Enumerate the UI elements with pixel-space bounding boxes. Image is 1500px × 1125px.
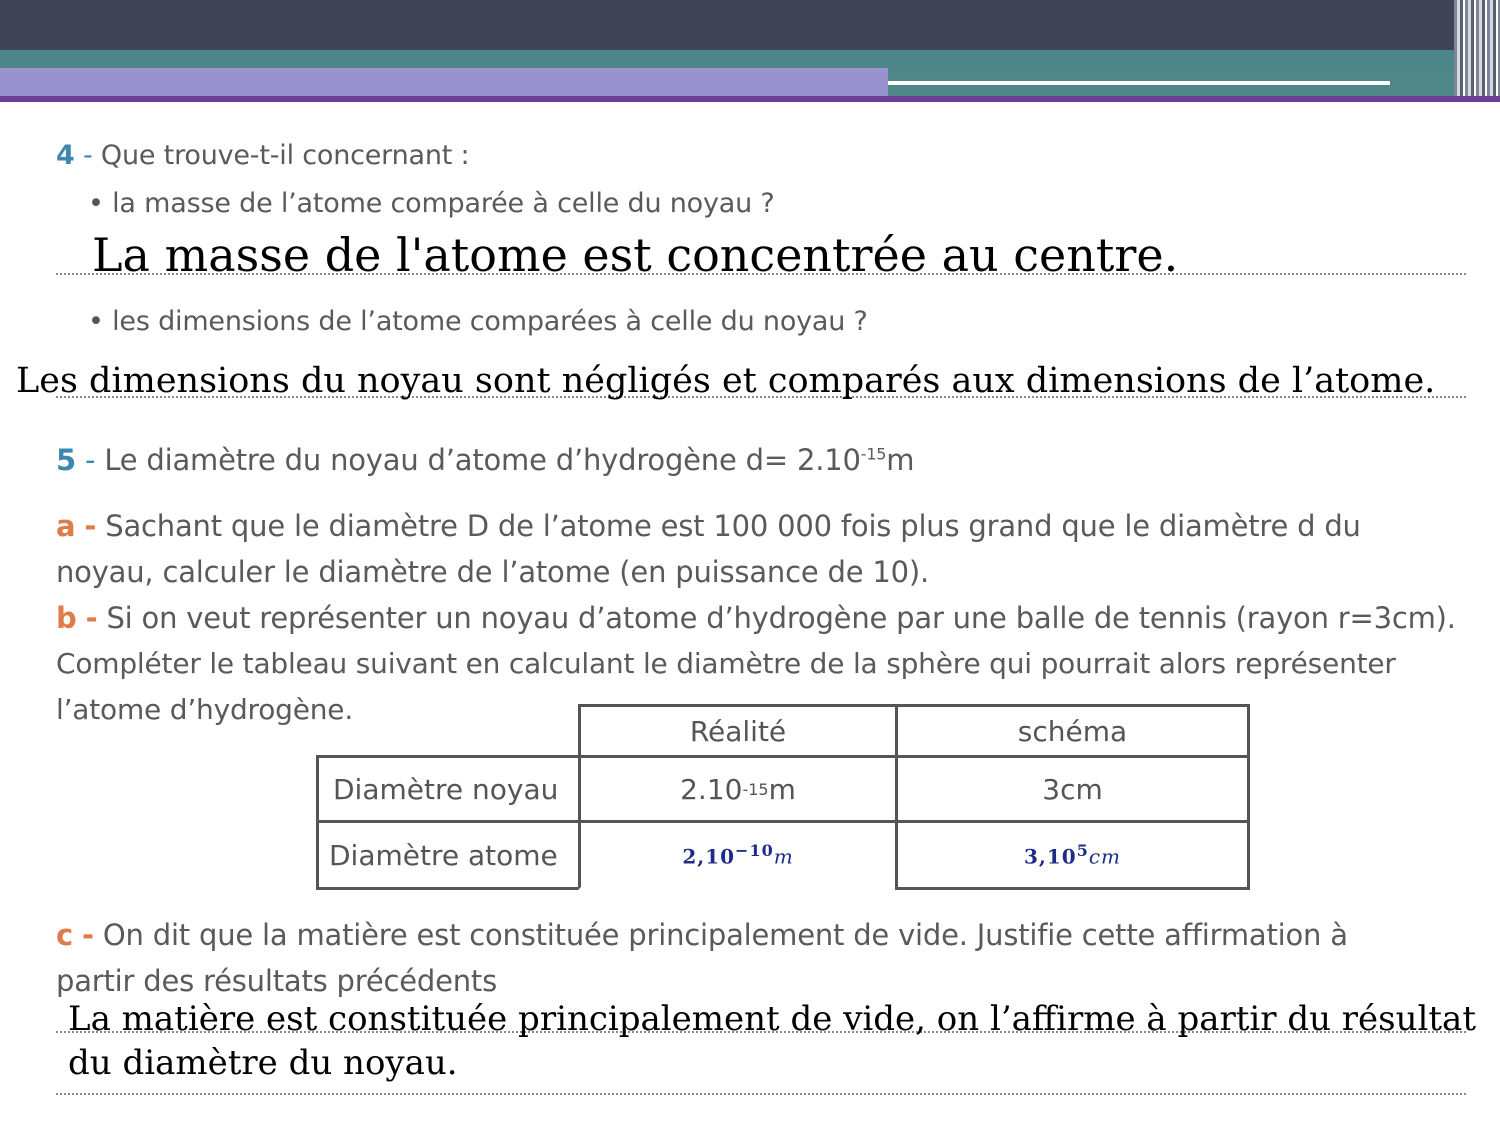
q5c-letter: c	[56, 918, 73, 952]
bullet-icon: •	[88, 306, 104, 337]
q5-heading	[56, 443, 914, 477]
slide-header-band-teal	[0, 50, 1500, 68]
table-cell-nucleus-reality	[578, 755, 898, 823]
q5a-letter: a	[56, 509, 76, 543]
table-row-label-atom: Diamètre atome	[316, 820, 581, 890]
nucleus-reality-unit: m	[768, 772, 796, 806]
q5-intro-unit: m	[886, 443, 915, 477]
atom-reality-answer	[682, 841, 793, 869]
table-cell-atom-reality	[578, 820, 898, 890]
q4-answer-1: La masse de l'atome est concentrée au centre.	[92, 228, 1179, 282]
q5c-answer-line-2: du diamètre du noyau.	[68, 1043, 458, 1083]
q5a-line-1: a - Sachant que le diamètre D de l’atome est 100 000 fois plus grand que le diamètre d du	[56, 509, 1361, 543]
q5b-line-3: l’atome d’hydrogène.	[56, 693, 354, 726]
slide-header-accent-line	[888, 81, 1390, 85]
q5a-text-1: Sachant que le diamètre D de l’atome est 100 000 fois plus grand que le diamètre d du	[105, 509, 1361, 543]
q4-heading	[56, 140, 469, 171]
q5b-line-2: Compléter le tableau suivant en calculant le diamètre de la sphère qui pourrait alors représenter	[56, 647, 1396, 680]
slide-header-stripes	[1454, 0, 1500, 96]
table-row-label-nucleus: Diamètre noyau	[316, 755, 581, 823]
q5-intro-exponent: -15	[860, 444, 887, 464]
q4-bullet-1	[88, 188, 775, 219]
table-cell-nucleus-schema: 3cm	[895, 755, 1250, 823]
answer-dotted-line	[56, 1093, 1466, 1095]
atom-reality-exponent: −10	[735, 841, 774, 861]
table-header-reality: Réalité	[578, 704, 898, 758]
q5c-answer-line-1: La matière est constituée principalement de vide, on l’affirme à partir du résultat	[68, 999, 1476, 1039]
q5b-line-1: b - Si on veut représenter un noyau d’atome d’hydrogène par une balle de tennis (rayon r=3cm).	[56, 601, 1456, 635]
q5b-letter: b	[56, 601, 77, 635]
atom-reality-unit: m	[773, 844, 794, 869]
q4-bullet-1-text: la masse de l’atome comparée à celle du noyau ?	[112, 188, 775, 219]
q5c-line-2: partir des résultats précédents	[56, 964, 497, 998]
q4-answer-2: Les dimensions du noyau sont négligés et comparés aux dimensions de l’atome.	[16, 361, 1436, 401]
q4-question: Que trouve-t-il concernant :	[100, 140, 470, 171]
q5b-text-1: Si on veut représenter un noyau d’atome d’hydrogène par une balle de tennis (rayon r=3cm).	[106, 601, 1456, 635]
q5-number: 5	[56, 443, 76, 477]
slide-header-band-purple	[0, 96, 1500, 102]
q5c-line-1: c - On dit que la matière est constituée principalement de vide. Justifie cette affirmation à	[56, 918, 1348, 952]
q5a-line-2: noyau, calculer le diamètre de l’atome (en puissance de 10).	[56, 555, 929, 589]
atom-schema-base: 3,10	[1023, 844, 1077, 869]
q4-bullet-2	[88, 306, 868, 337]
table-header-schema: schéma	[895, 704, 1250, 758]
results-table	[316, 704, 1250, 890]
q5c-text-1: On dit que la matière est constituée principalement de vide. Justifie cette affirmation à	[102, 918, 1348, 952]
atom-schema-answer	[1024, 841, 1121, 869]
slide-header-band-lavender	[0, 68, 888, 96]
bullet-icon: •	[88, 188, 104, 219]
q4-bullet-2-text: les dimensions de l’atome comparées à celle du noyau ?	[112, 306, 868, 337]
q4-dash: -	[82, 140, 93, 171]
q5-dash: -	[85, 443, 96, 477]
atom-schema-unit: cm	[1088, 844, 1122, 869]
nucleus-reality-base: 2.10	[680, 772, 743, 806]
atom-schema-exponent: 5	[1076, 841, 1089, 861]
atom-reality-base: 2,10	[682, 844, 736, 869]
nucleus-reality-exponent: -15	[742, 779, 769, 799]
slide-header-band-dark	[0, 0, 1500, 50]
q5-intro: Le diamètre du noyau d’atome d’hydrogène d= 2.10	[104, 443, 861, 477]
q4-number: 4	[56, 140, 75, 171]
table-cell-atom-schema	[895, 820, 1250, 890]
